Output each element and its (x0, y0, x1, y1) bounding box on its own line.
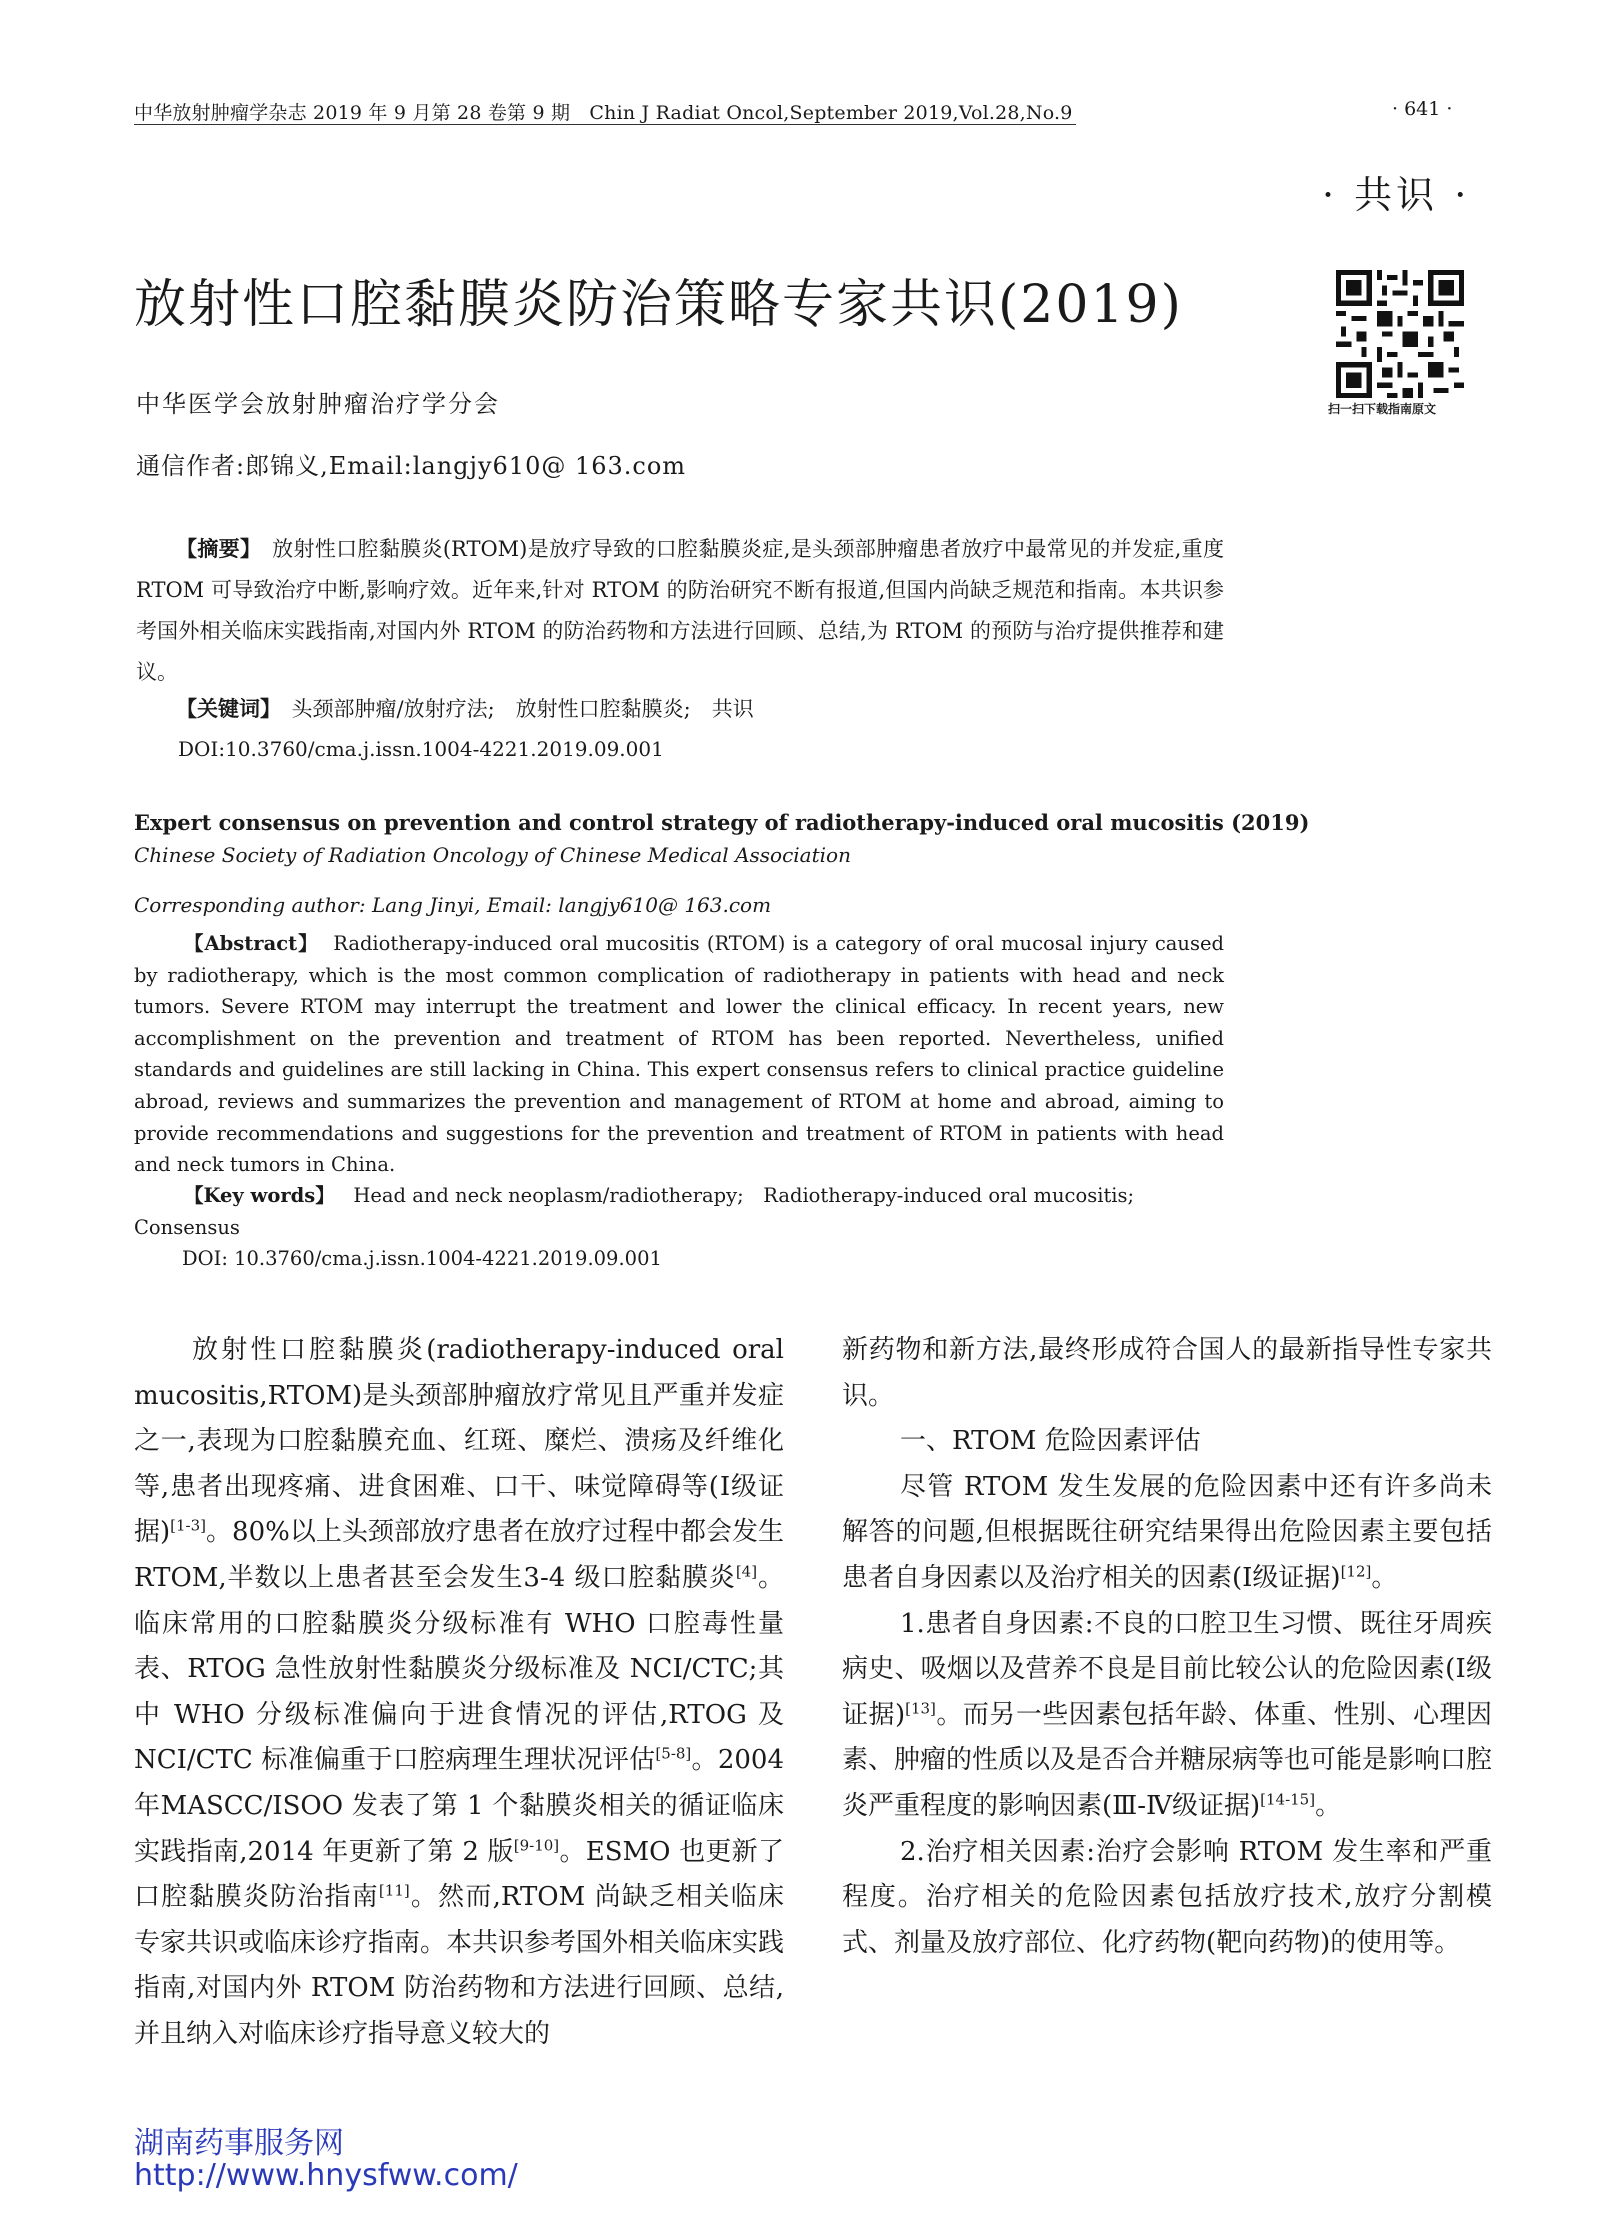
abstract-en (134, 928, 1224, 1181)
abstract-en-label: 【Abstract】 (184, 932, 319, 955)
section-heading: 一、RTOM 危险因素评估 (900, 1426, 1201, 1457)
column-tag: · 共识 · (1322, 173, 1471, 217)
citation: [1-3] (170, 1516, 207, 1535)
keywords-en-text: Head and neck neoplasm/radiotherapy; Radiotherapy-induced oral mucositis; Consensus (134, 1184, 1154, 1239)
qr-code (1336, 270, 1464, 398)
citation: [5-8] (655, 1744, 692, 1763)
corresponding-author-cn: 通信作者:郎锦义,Email:langjy610@ 163.com (136, 452, 687, 480)
citation: [12] (1340, 1562, 1372, 1581)
keywords-cn-text: 头颈部肿瘤/放射疗法; 放射性口腔黏膜炎; 共识 (291, 697, 754, 721)
keywords-en-label: 【Key words】 (184, 1184, 335, 1207)
english-org: Chinese Society of Radiation Oncology of Chinese Medical Association (134, 843, 851, 867)
qr-caption: 扫一扫下载指南原文 (1328, 402, 1437, 416)
footer-site-name: 湖南药事服务网 (134, 2126, 344, 2161)
footer-site-url[interactable]: http://www.hnysfww.com/ (134, 2158, 518, 2193)
abstract-cn (136, 528, 1224, 693)
journal-header: 中华放射肿瘤学杂志 2019 年 9 月第 28 卷第 9 期 Chin J Radiat Oncol,September 2019,Vol.28,No.9 (134, 102, 1073, 124)
body-text: 尽管 RTOM 发生发展的危险因素中还有许多尚未解答的问题,但根据既往研究结果得出危险因素主要包括患者自身因素以及治疗相关的因素(Ⅰ级证据) (842, 1471, 1492, 1593)
abstract-cn-label: 【摘要】 (176, 536, 251, 561)
abstract-en-text: Radiotherapy-induced oral mucositis (RTOM) is a category of oral mucosal injury caused by radiotherapy, which is the most common complication of radiotherapy in patients with head and neck tumors. Severe RTOM may interrupt the treatment and lower the clinical efficacy. In recent years, new accomplishment on the prevention and treatment of RTOM has been reported. Nevertheless, unified standards and guidelines are still lacking in China. This expert consensus refers to clinical practice guideline abroad, reviews and summarizes the prevention and management of RTOM at home and abroad, aiming to provide recommendations and suggestions for the prevention and treatment of RTOM in patients with head and neck tumors in China. (134, 932, 1225, 1177)
body-text: 。2004 年MASCC/ISOO 发表了第 1 个黏膜炎相关的循证临床实践指南,2014 年更新了第 2 版 (134, 1745, 784, 1867)
keywords-en (134, 1180, 1224, 1243)
citation: [13] (905, 1699, 936, 1718)
body-column-left (134, 1328, 784, 2058)
body-text: 。ESMO 也更新了口腔黏膜炎防治指南 (134, 1836, 784, 1913)
body-paragraph (134, 1328, 784, 2058)
english-title: Expert consensus on prevention and control strategy of radiotherapy-induced oral mucositis (2019) (134, 810, 1310, 835)
citation: [14-15] (1260, 1790, 1316, 1809)
article-title: 放射性口腔黏膜炎防治策略专家共识(2019) (134, 275, 1183, 335)
body-text: 。临床常用的口腔黏膜炎分级标准有 WHO 口腔毒性量表、RTOG 急性放射性黏膜炎分级标准及 NCI/CTC;其中 WHO 分级标准偏向于进食情况的评估,RTOG 及 NCI/CTC 标准偏重于口腔病理生理状况评估 (134, 1562, 784, 1776)
body-text: 1.患者自身因素:不良的口腔卫生习惯、既往牙周疾病史、吸烟以及营养不良是目前比较公认的危险因素(Ⅰ级证据) (842, 1608, 1492, 1730)
body-text: 。 (1371, 1562, 1398, 1593)
doi-en: DOI: 10.3760/cma.j.issn.1004-4221.2019.09.001 (182, 1247, 662, 1270)
body-column-right (842, 1328, 1492, 1966)
body-paragraph (842, 1602, 1492, 1830)
doi-cn: DOI:10.3760/cma.j.issn.1004-4221.2019.09.001 (178, 737, 664, 761)
citation: [11] (378, 1881, 410, 1900)
body-paragraph (842, 1465, 1492, 1602)
abstract-cn-text: 放射性口腔黏膜炎(RTOM)是放疗导致的口腔黏膜炎症,是头颈部肿瘤患者放疗中最常见的并发症,重度 RTOM 可导致治疗中断,影响疗效。近年来,针对 RTOM 的防治研究不断有报道,但国内尚缺乏规范和指南。本共识参考国外相关临床实践指南,对国内外 RTOM 的防治药物和方法进行回顾、总结,为 RTOM 的预防与治疗提供推荐和建议。 (136, 537, 1225, 684)
keywords-cn-label: 【关键词】 (176, 696, 271, 721)
body-text: 。80%以上头颈部放疗患者在放疗过程中都会发生 RTOM,半数以上患者甚至会发生3-4 级口腔黏膜炎 (134, 1517, 784, 1593)
page-number: · 641 · (1392, 98, 1453, 120)
citation: [4] (735, 1562, 758, 1581)
author-org-cn: 中华医学会放射肿瘤治疗学分会 (136, 390, 500, 418)
body-text: 。然而,RTOM 尚缺乏相关临床专家共识或临床诊疗指南。本共识参考国外相关临床实践指南,对国内外 RTOM 防治药物和方法进行回顾、总结,并且纳入对临床诊疗指导意义较大的 (134, 1882, 785, 2049)
body-text: 。而另一些因素包括年龄、体重、性别、心理因素、肿瘤的性质以及是否合并糖尿病等也可能是影响口腔炎严重程度的影响因素(Ⅲ-Ⅳ级证据) (842, 1699, 1493, 1821)
citation: [9-10] (513, 1835, 560, 1854)
english-corresponding-author: Corresponding author: Lang Jinyi, Email: langjy610@ 163.com (134, 893, 772, 917)
body-paragraph-continued: 新药物和新方法,最终形成符合国人的最新指导性专家共识。 (842, 1335, 1492, 1411)
keywords-cn (176, 688, 754, 730)
header-rule (134, 124, 1076, 125)
body-paragraph: 2.治疗相关因素:治疗会影响 RTOM 发生率和严重程度。治疗相关的危险因素包括放疗技术,放疗分割模式、剂量及放疗部位、化疗药物(靶向药物)的使用等。 (842, 1836, 1492, 1958)
body-text: 放射性口腔黏膜炎(radiotherapy-induced oral mucositis,RTOM)是头颈部肿瘤放疗常见且严重并发症之一,表现为口腔黏膜充血、红斑、糜烂、溃疡及纤维化等,患者出现疼痛、进食困难、口干、味觉障碍等(Ⅰ级证据) (134, 1335, 784, 1548)
body-text: 。 (1315, 1790, 1342, 1821)
